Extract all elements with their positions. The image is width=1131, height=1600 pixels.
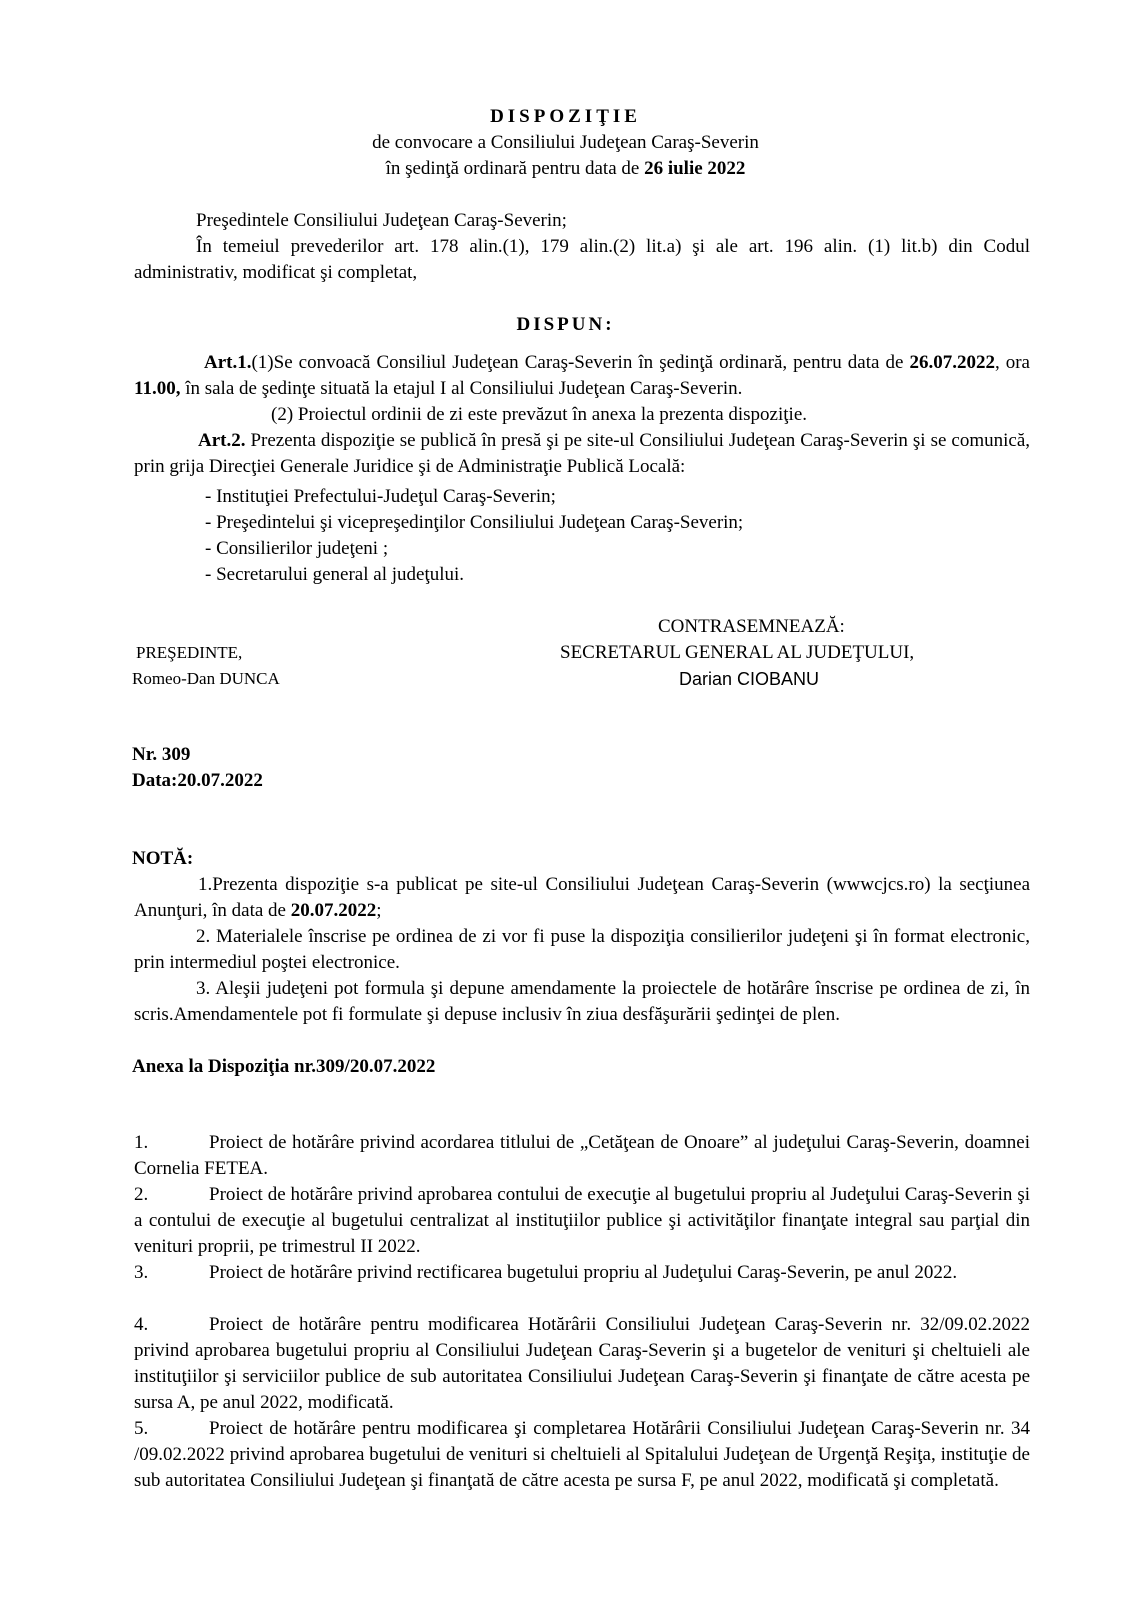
article-1 <box>134 350 1030 402</box>
article-1-label: Art.1. <box>204 352 252 373</box>
annex-heading: Anexa la Dispoziţia nr.309/20.07.2022 <box>132 1056 436 1077</box>
article-1-date: 26.07.2022 <box>909 352 995 373</box>
session-date-prefix: în şedinţă ordinară pentru data de <box>385 158 640 179</box>
annex-item-text: Proiect de hotărâre privind rectificarea bugetului propriu al Judeţului Caraş-Severin, pe anul 2022. <box>209 1262 958 1283</box>
article-2 <box>134 428 1030 480</box>
recipient-item: - Secretarului general al judeţului. <box>205 564 465 585</box>
annex-item-text: Proiect de hotărâre pentru modificarea şi completarea Hotărârii Consiliului Judeţean Caraş-Severin nr. 34 /09.02.2022 privind aprobarea bugetului de venituri si cheltuieli al Spitalului Judeţean de Urgenţă Reşiţa, instituţie de sub autoritatea Consiliului Judeţean şi finanţată de către acesta pe sursa F, pe anul 2022, modificată şi completată. <box>134 1418 1030 1491</box>
annex-item-number: 4. <box>134 1314 149 1335</box>
annex-item-text: Proiect de hotărâre privind aprobarea contului de execuţie al bugetului propriu al Judeţului Caraş-Severin şi a contului de execuţie al bugetului centralizat al instituţiilor publice şi activităţilor finanţate integral sau parţial din venituri proprii, pe trimestrul II 2022. <box>134 1184 1030 1257</box>
annex-item-number: 1. <box>134 1132 149 1153</box>
annex-item <box>134 1130 1030 1182</box>
countersign-label: CONTRASEMNEAZĂ: <box>658 616 845 637</box>
note-item-1 <box>134 872 1030 924</box>
annex-item-text: Proiect de hotărâre privind acordarea titlului de „Cetăţean de Onoare” al judeţului Caraş-Severin, doamnei Cornelia FETEA. <box>134 1132 1030 1179</box>
session-date-line <box>0 156 1131 182</box>
article-2-label: Art.2. <box>198 430 246 451</box>
session-date: 26 iulie 2022 <box>644 158 746 179</box>
secretary-name: Darian CIOBANU <box>679 669 820 689</box>
annex-item <box>134 1260 1030 1286</box>
recipient-item: - Consilierilor judeţeni ; <box>205 538 389 559</box>
document-subtitle: de convocare a Consiliului Judeţean Caraş-Severin <box>372 132 759 153</box>
article-1-paragraph-2: (2) Proiectul ordinii de zi este prevăzut în anexa la prezenta dispoziţie. <box>271 404 808 425</box>
annex-item-text: Proiect de hotărâre pentru modificarea Hotărârii Consiliului Judeţean Caraş-Severin nr. 32/09.02.2022 privind aprobarea bugetului propriu al Consiliului Judeţean Caraş-Severin şi a bugetelor de venituri şi cheltuieli ale instituţiilor şi serviciilor publice de sub autoritatea Consiliului Judeţean Caraş-Severin şi finanţate de către acesta pe sursa A, pe anul 2022, modificată. <box>134 1314 1030 1413</box>
note-item-2: 2. Materialele înscrise pe ordinea de zi vor fi puse la dispoziţia consilierilor judeţeni şi în format electronic, prin intermediul poştei electronice. <box>134 926 1030 973</box>
annex-item <box>134 1312 1030 1416</box>
president-title: PREŞEDINTE, <box>136 643 243 662</box>
preamble-president: Preşedintele Consiliului Judeţean Caraş-Severin; <box>196 210 567 231</box>
preamble-legal-basis: În temeiul prevederilor art. 178 alin.(1), 179 alin.(2) lit.a) şi ale art. 196 alin. (1) lit.b) din Codul administrativ, modificat şi completat, <box>134 236 1030 283</box>
annex-item-number: 3. <box>134 1262 149 1283</box>
annex-item <box>134 1182 1030 1260</box>
note-item-3: 3. Aleşii judeţeni pot formula şi depune amendamente la proiectele de hotărâre înscrise pe ordinea de zi, în scris.Amendamentele pot fi formulate şi depuse inclusiv în ziua desfăşurării şedinţei de plen. <box>134 978 1030 1025</box>
article-1-text: (1)Se convoacă Consiliul Judeţean Caraş-Severin în şedinţă ordinară, pentru data de <box>251 352 904 373</box>
article-1-time: 11.00, <box>134 378 181 399</box>
recipient-item: - Instituţiei Prefectului-Judeţul Caraş-Severin; <box>205 486 556 507</box>
note-item-1-text: 1.Prezenta dispoziţie s-a publicat pe site-ul Consiliului Judeţean Caraş-Severin (wwwcjcs.ro) la secţiunea Anunţuri, în data de <box>134 874 1030 921</box>
registration-number: Nr. 309 <box>132 744 191 765</box>
annex-item-number: 2. <box>134 1184 149 1205</box>
secretary-title: SECRETARUL GENERAL AL JUDEŢULUI, <box>560 642 915 663</box>
annex-item-number: 5. <box>134 1418 149 1439</box>
note-heading: NOTĂ: <box>132 848 194 869</box>
note-item-1-date: 20.07.2022 <box>290 900 377 921</box>
registration-date: Data:20.07.2022 <box>132 770 263 791</box>
dispun-heading: DISPUN: <box>516 314 615 335</box>
note-item-1-end: ; <box>376 900 382 921</box>
article-2-text: Prezenta dispoziţie se publică în presă şi pe site-ul Consiliului Judeţean Caraş-Severin şi se comunică, prin grija Direcţiei Generale Juridice şi de Administraţie Publică Locală: <box>134 430 1030 477</box>
president-name: Romeo-Dan DUNCA <box>132 669 280 688</box>
document-title: DISPOZIŢIE <box>490 106 641 127</box>
article-1-time-label: , ora <box>994 352 1030 373</box>
recipient-item: - Preşedintelui şi vicepreşedinţilor Consiliului Judeţean Caraş-Severin; <box>205 512 744 533</box>
article-1-location: în sala de şedinţe situată la etajul I al Consiliului Judeţean Caraş-Severin. <box>185 378 743 399</box>
annex-item <box>134 1416 1030 1494</box>
